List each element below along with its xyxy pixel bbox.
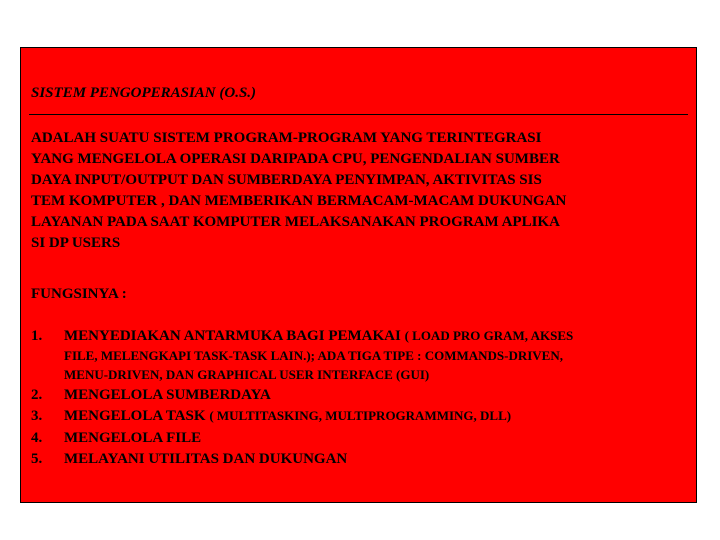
slide-title: SISTEM PENGOPERASIAN (O.S.) [31,85,257,101]
list-item-number: 5. [31,451,43,467]
list-item-main-text: MENGELOLA FILE [64,430,202,446]
list-item-number: 3. [31,408,43,424]
list-item-main-text: MENYEDIAKAN ANTARMUKA BAGI PEMAKAI [64,328,401,344]
slide [20,47,697,503]
list-item-number: 1. [31,328,43,344]
list-item-main-text: MENGELOLA SUMBERDAYA [64,387,271,403]
list-item-text [64,328,573,345]
definition-line: LAYANAN PADA SAAT KOMPUTER MELAKSANAKAN PROGRAM APLIKA [31,214,560,230]
list-item-continuation: MENU-DRIVEN, DAN GRAPHICAL USER INTERFACE (GUI) [64,367,430,382]
definition-line: TEM KOMPUTER , DAN MEMBERIKAN BERMACAM-MACAM DUKUNGAN [31,193,567,209]
functions-heading: FUNGSINYA : [31,286,127,302]
list-item-main-text: MELAYANI UTILITAS DAN DUKUNGAN [64,451,348,467]
list-item-number: 2. [31,387,43,403]
list-item-number: 4. [31,430,43,446]
list-item-note: ( LOAD PRO GRAM, AKSES [404,328,574,343]
definition-line: ADALAH SUATU SISTEM PROGRAM-PROGRAM YANG TERINTEGRASI [31,130,542,146]
definition-line: SI DP USERS [31,235,121,251]
list-item-continuation: FILE, MELENGKAPI TASK-TASK LAIN.); ADA TIGA TIPE : COMMANDS-DRIVEN, [64,348,563,363]
definition-line: DAYA INPUT/OUTPUT DAN SUMBERDAYA PENYIMPAN, AKTIVITAS SIS [31,172,542,188]
definition-paragraph [31,128,691,254]
list-item-note: ( MULTITASKING, MULTIPROGRAMMING, DLL) [209,408,512,423]
title-divider [29,114,688,115]
list-item-main-text: MENGELOLA TASK [64,408,206,424]
list-item-text [64,408,511,425]
definition-line: YANG MENGELOLA OPERASI DARIPADA CPU, PENGENDALIAN SUMBER [31,151,560,167]
